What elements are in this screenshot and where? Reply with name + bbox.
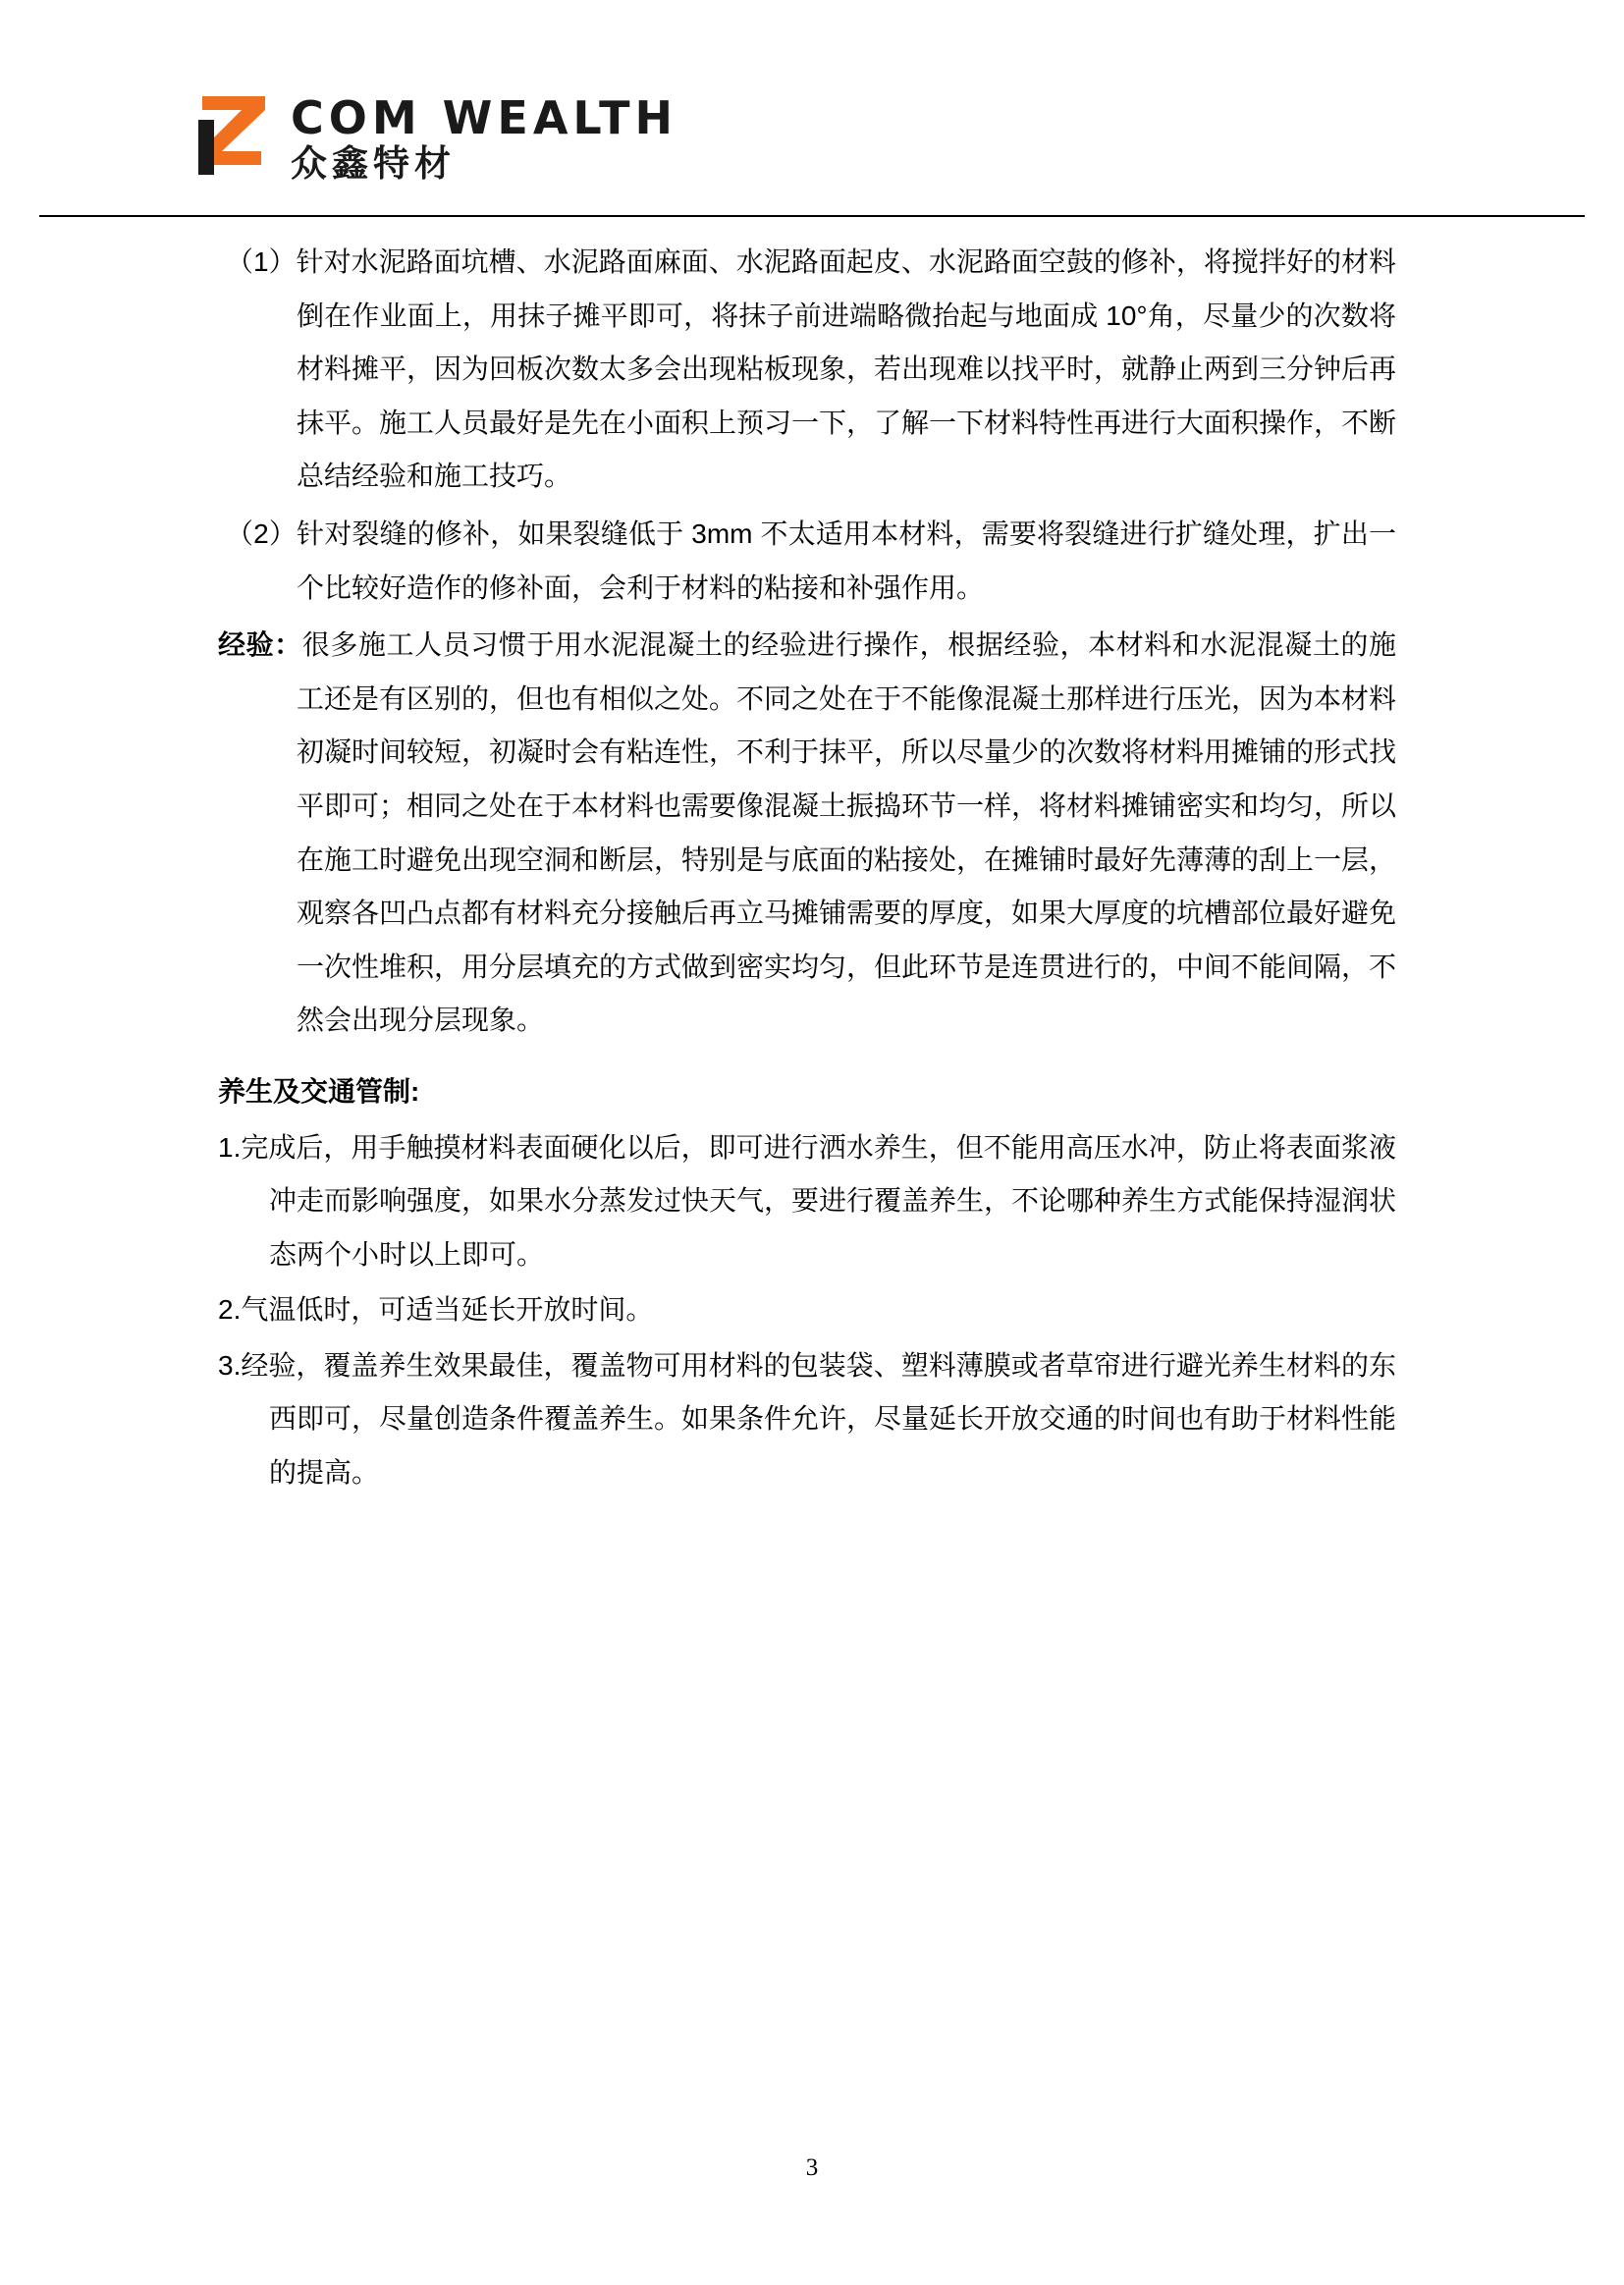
document-header [192, 90, 677, 186]
company-logo-icon [192, 90, 277, 181]
experience-label: 经验： [218, 629, 302, 661]
list-item: 1.完成后，用手触摸材料表面硬化以后，即可进行洒水养生，但不能用高压水冲，防止将表面浆液冲走而影响强度，如果水分蒸发过快天气，要进行覆盖养生，不论哪种养生方式能保持湿润状态两个小时以上即可。 [218, 1131, 1397, 1270]
list-item: （1）针对水泥路面坑槽、水泥路面麻面、水泥路面起皮、水泥路面空鼓的修补，将搅拌好的材料倒在作业面上，用抹子摊平即可，将抹子前进端略微抬起与地面成 10°角，尽量少的次数将材料摊平，因为回板次数太多会出现粘板现象，若出现难以找平时，就静止两到三分钟后再抹平。施工人员最好是先在小面积上预习一下，了解一下材料特性再进行大面积操作，不断总结经验和施工技巧。 [226, 246, 1397, 492]
logo-english-name: COM WEALTH [291, 91, 677, 144]
list-item: 2.气温低时，可适当延长开放时间。 [218, 1294, 654, 1326]
logo-text-block [291, 90, 677, 186]
page-number: 3 [805, 2154, 819, 2181]
document-body [218, 236, 1396, 1502]
experience-paragraph [218, 619, 1396, 1048]
list-item: （2）针对裂缝的修补，如果裂缝低于 3mm 不太适用本材料，需要将裂缝进行扩缝处理，扩出一个比较好造作的修补面，会利于材料的粘接和补强作用。 [226, 517, 1396, 603]
logo-chinese-name: 众鑫特材 [291, 143, 456, 185]
section-heading: 养生及交通管制: [218, 1075, 420, 1107]
header-divider [39, 215, 1585, 217]
list-item: 3.经验，覆盖养生效果最佳，覆盖物可用材料的包装袋、塑料薄膜或者草帘进行避光养生材料的东西即可，尽量创造条件覆盖养生。如果条件允许，尽量延长开放交通的时间也有助于材料性能的提高。 [218, 1349, 1397, 1489]
experience-text: 很多施工人员习惯于用水泥混凝土的经验进行操作，根据经验，本材料和水泥混凝土的施工还是有区别的，但也有相似之处。不同之处在于不能像混凝土那样进行压光，因为本材料初凝时间较短，初凝时会有粘连性，不利于抹平，所以尽量少的次数将材料用摊铺的形式找平即可；相同之处在于本材料也需要像混凝土振捣环节一样，将材料摊铺密实和均匀，所以在施工时避免出现空洞和断层，特别是与底面的粘接处，在摊铺时最好先薄薄的刮上一层，观察各凹凸点都有材料充分接触后再立马摊铺需要的厚度，如果大厚度的坑槽部位最好避免一次性堆积，用分层填充的方式做到密实均匀，但此环节是连贯进行的，中间不能间隔，不然会出现分层现象。 [297, 629, 1397, 1036]
